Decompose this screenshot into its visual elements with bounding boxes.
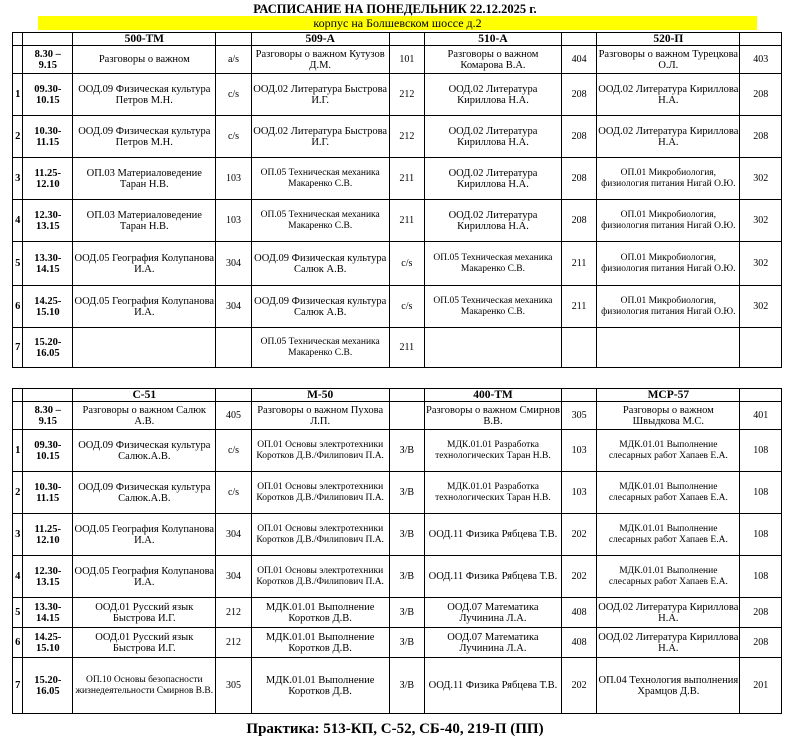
room-cell: 212 bbox=[389, 116, 424, 158]
subject-cell: ООД.11 Физика Рябцева Т.В. bbox=[424, 658, 561, 714]
subject-cell: ООД.01 Русский язык Быстрова И.Г. bbox=[73, 598, 216, 628]
subject-cell: ООД.09 Физическая культура Салюк А.В. bbox=[251, 286, 389, 328]
lesson-number bbox=[13, 402, 23, 430]
subject-cell: ОП.01 Микробиология, физиология питания Нигай О.Ю. bbox=[597, 200, 740, 242]
subject-cell: ООД.02 Литература Кириллова Н.А. bbox=[597, 598, 740, 628]
group-header-room bbox=[740, 33, 782, 46]
room-cell: 305 bbox=[216, 658, 251, 714]
corner-cell bbox=[23, 389, 73, 402]
room-cell: с/s bbox=[216, 472, 251, 514]
subject-cell: Разговоры о важном Швыдкова М.С. bbox=[597, 402, 740, 430]
room-cell: с/s bbox=[216, 116, 251, 158]
subject-cell: ОП.01 Микробиология, физиология питания Нигай О.Ю. bbox=[597, 242, 740, 286]
room-cell: 305 bbox=[561, 402, 596, 430]
subject-cell: ООД.02 Литература Кириллова Н.А. bbox=[597, 628, 740, 658]
room-cell bbox=[216, 328, 251, 368]
table-row bbox=[13, 116, 782, 158]
room-cell: 404 bbox=[561, 46, 596, 74]
table-row bbox=[13, 242, 782, 286]
subject-cell: ООД.09 Физическая культура Петров М.Н. bbox=[73, 74, 216, 116]
subject-cell: ООД.01 Русский язык Быстрова И.Г. bbox=[73, 628, 216, 658]
room-cell: З/В bbox=[389, 628, 424, 658]
lesson-time: 8.30 – 9.15 bbox=[23, 402, 73, 430]
room-cell: З/В bbox=[389, 430, 424, 472]
practice-footer: Практика: 513-КП, С-52, СБ-40, 219-П (ПП) bbox=[246, 721, 544, 737]
lesson-number bbox=[13, 46, 23, 74]
lesson-time: 14.25- 15.10 bbox=[23, 628, 73, 658]
subject-cell: ОП.01 Микробиология, физиология питания Нигай О.Ю. bbox=[597, 286, 740, 328]
group-header: 400-ТМ bbox=[424, 389, 561, 402]
subject-cell: Разговоры о важном Комарова В.А. bbox=[424, 46, 561, 74]
table-row bbox=[13, 658, 782, 714]
subject-cell: ООД.05 География Колупанова И.А. bbox=[73, 514, 216, 556]
lesson-time: 09.30- 10.15 bbox=[23, 430, 73, 472]
subject-cell: ОП.01 Основы электротехники Коротков Д.В./Филипович П.А. bbox=[251, 472, 389, 514]
room-cell: 108 bbox=[740, 472, 782, 514]
group-header-room bbox=[561, 389, 596, 402]
subject-cell: ООД.02 Литература Кириллова Н.А. bbox=[424, 200, 561, 242]
room-cell: 302 bbox=[740, 158, 782, 200]
room-cell: 208 bbox=[740, 116, 782, 158]
room-cell: 211 bbox=[389, 158, 424, 200]
room-cell: 408 bbox=[561, 628, 596, 658]
room-cell: 208 bbox=[561, 74, 596, 116]
table-row bbox=[13, 556, 782, 598]
lesson-time: 12.30- 13.15 bbox=[23, 556, 73, 598]
room-cell: 401 bbox=[740, 402, 782, 430]
subject-cell: ООД.09 Физическая культура Салюк А.В. bbox=[251, 242, 389, 286]
room-cell: 208 bbox=[740, 74, 782, 116]
room-cell: 304 bbox=[216, 286, 251, 328]
subject-cell: ООД.02 Литература Быстрова И.Г. bbox=[251, 116, 389, 158]
lesson-number: 7 bbox=[13, 328, 23, 368]
group-header-room bbox=[561, 33, 596, 46]
schedule-table-2 bbox=[12, 388, 782, 714]
subject-cell: ООД.05 География Колупанова И.А. bbox=[73, 286, 216, 328]
subject-cell: МДК.01.01 Выполнение слесарных работ Хапаев Е.А. bbox=[597, 514, 740, 556]
corner-cell bbox=[13, 389, 23, 402]
group-header: 500-ТМ bbox=[73, 33, 216, 46]
room-cell: 202 bbox=[561, 556, 596, 598]
subject-cell: ООД.02 Литература Кириллова Н.А. bbox=[424, 74, 561, 116]
table-row bbox=[13, 402, 782, 430]
room-cell: 304 bbox=[216, 556, 251, 598]
group-header-room bbox=[740, 389, 782, 402]
lesson-time: 09.30- 10.15 bbox=[23, 74, 73, 116]
lesson-number: 1 bbox=[13, 430, 23, 472]
subject-cell bbox=[424, 328, 561, 368]
room-cell: 103 bbox=[216, 200, 251, 242]
room-cell: 208 bbox=[740, 598, 782, 628]
table-row bbox=[13, 158, 782, 200]
subject-cell bbox=[73, 328, 216, 368]
subject-cell: МДК.01.01 Выполнение Коротков Д.В. bbox=[251, 658, 389, 714]
room-cell bbox=[389, 402, 424, 430]
room-cell: З/В bbox=[389, 556, 424, 598]
lesson-number: 2 bbox=[13, 116, 23, 158]
subject-cell: ООД.11 Физика Рябцева Т.В. bbox=[424, 556, 561, 598]
table-row bbox=[13, 328, 782, 368]
lesson-time: 13.30- 14.15 bbox=[23, 598, 73, 628]
room-cell: 101 bbox=[389, 46, 424, 74]
subject-cell: ООД.11 Физика Рябцева Т.В. bbox=[424, 514, 561, 556]
room-cell: 302 bbox=[740, 242, 782, 286]
lesson-time: 15.20- 16.05 bbox=[23, 328, 73, 368]
room-cell: З/В bbox=[389, 598, 424, 628]
lesson-number: 6 bbox=[13, 286, 23, 328]
lesson-number: 3 bbox=[13, 514, 23, 556]
group-header-room bbox=[389, 33, 424, 46]
group-header: М-50 bbox=[251, 389, 389, 402]
table-row bbox=[13, 200, 782, 242]
corner-cell bbox=[23, 33, 73, 46]
subject-cell: ОП.05 Техническая механика Макаренко С.В. bbox=[251, 328, 389, 368]
subject-cell: ОП.10 Основы безопасности жизнедеятельности Смирнов В.В. bbox=[73, 658, 216, 714]
room-cell: З/В bbox=[389, 658, 424, 714]
table-row bbox=[13, 514, 782, 556]
room-cell: 201 bbox=[740, 658, 782, 714]
subject-cell: ОП.01 Основы электротехники Коротков Д.В./Филипович П.А. bbox=[251, 514, 389, 556]
subject-cell: ООД.02 Литература Быстрова И.Г. bbox=[251, 74, 389, 116]
subject-cell: ОП.01 Основы электротехники Коротков Д.В./Филипович П.А. bbox=[251, 556, 389, 598]
building-subtitle: корпус на Болшевском шоссе д.2 bbox=[38, 16, 757, 30]
subject-cell: ОП.05 Техническая механика Макаренко С.В. bbox=[424, 242, 561, 286]
lesson-number: 4 bbox=[13, 556, 23, 598]
subject-cell: Разговоры о важном bbox=[73, 46, 216, 74]
lesson-number: 5 bbox=[13, 598, 23, 628]
group-header-room bbox=[216, 389, 251, 402]
table-row bbox=[13, 286, 782, 328]
room-cell: 208 bbox=[561, 158, 596, 200]
subject-cell: ОП.01 Микробиология, физиология питания Нигай О.Ю. bbox=[597, 158, 740, 200]
subject-cell: ООД.02 Литература Кириллова Н.А. bbox=[597, 116, 740, 158]
room-cell: 208 bbox=[740, 628, 782, 658]
subject-cell: ООД.07 Математика Лучинина Л.А. bbox=[424, 628, 561, 658]
room-cell: 208 bbox=[561, 116, 596, 158]
subject-cell: МДК.01.01 Выполнение слесарных работ Хапаев Е.А. bbox=[597, 556, 740, 598]
room-cell: с/s bbox=[216, 74, 251, 116]
room-cell: 211 bbox=[561, 286, 596, 328]
room-cell: 212 bbox=[216, 598, 251, 628]
room-cell: 103 bbox=[216, 158, 251, 200]
subject-cell: ООД.09 Физическая культура Петров М.Н. bbox=[73, 116, 216, 158]
subject-cell: ОП.03 Материаловедение Таран Н.В. bbox=[73, 200, 216, 242]
table-row bbox=[13, 598, 782, 628]
group-header: 509-А bbox=[251, 33, 389, 46]
lesson-time: 10.30- 11.15 bbox=[23, 472, 73, 514]
room-cell: с/s bbox=[389, 242, 424, 286]
room-cell: а/s bbox=[216, 46, 251, 74]
room-cell: 211 bbox=[389, 200, 424, 242]
subject-cell: ООД.05 География Колупанова И.А. bbox=[73, 242, 216, 286]
room-cell: З/В bbox=[389, 514, 424, 556]
group-header-row bbox=[13, 33, 782, 46]
room-cell: 304 bbox=[216, 514, 251, 556]
subject-cell: Разговоры о важном Салюк А.В. bbox=[73, 402, 216, 430]
lesson-time: 15.20- 16.05 bbox=[23, 658, 73, 714]
subject-cell: ООД.02 Литература Кириллова Н.А. bbox=[424, 116, 561, 158]
group-header: 510-А bbox=[424, 33, 561, 46]
subject-cell: ОП.01 Основы электротехники Коротков Д.В./Филипович П.А. bbox=[251, 430, 389, 472]
room-cell: 302 bbox=[740, 286, 782, 328]
group-header: С-51 bbox=[73, 389, 216, 402]
subject-cell: ОП.05 Техническая механика Макаренко С.В. bbox=[424, 286, 561, 328]
room-cell: 211 bbox=[389, 328, 424, 368]
subject-cell: Разговоры о важном Турецкова О.Л. bbox=[597, 46, 740, 74]
table-row bbox=[13, 472, 782, 514]
subject-cell: ОП.05 Техническая механика Макаренко С.В. bbox=[251, 200, 389, 242]
lesson-time: 10.30- 11.15 bbox=[23, 116, 73, 158]
room-cell bbox=[561, 328, 596, 368]
subject-cell: Разговоры о важном Пухова Л.П. bbox=[251, 402, 389, 430]
subject-cell: ОП.04 Технология выполнения Храмцов Д.В. bbox=[597, 658, 740, 714]
room-cell: 302 bbox=[740, 200, 782, 242]
page-title: РАСПИСАНИЕ НА ПОНЕДЕЛЬНИК 22.12.2025 г. bbox=[253, 2, 537, 16]
subject-cell: ООД.02 Литература Кириллова Н.А. bbox=[424, 158, 561, 200]
subject-cell: ОП.05 Техническая механика Макаренко С.В. bbox=[251, 158, 389, 200]
table-row bbox=[13, 628, 782, 658]
room-cell: 208 bbox=[561, 200, 596, 242]
lesson-time: 14.25- 15.10 bbox=[23, 286, 73, 328]
subject-cell: МДК.01.01 Разработка технологических Таран Н.В. bbox=[424, 430, 561, 472]
subject-cell: МДК.01.01 Выполнение Коротков Д.В. bbox=[251, 628, 389, 658]
lesson-number: 5 bbox=[13, 242, 23, 286]
subject-cell: ООД.07 Математика Лучинина Л.А. bbox=[424, 598, 561, 628]
subject-cell: ООД.09 Физическая культура Салюк.А.В. bbox=[73, 430, 216, 472]
table-row bbox=[13, 430, 782, 472]
lesson-number: 1 bbox=[13, 74, 23, 116]
subject-cell: МДК.01.01 Разработка технологических Таран Н.В. bbox=[424, 472, 561, 514]
subject-cell: Разговоры о важном Кутузов Д.М. bbox=[251, 46, 389, 74]
subject-cell: ООД.09 Физическая культура Салюк.А.В. bbox=[73, 472, 216, 514]
lesson-number: 6 bbox=[13, 628, 23, 658]
room-cell: 405 bbox=[216, 402, 251, 430]
lesson-time: 13.30- 14.15 bbox=[23, 242, 73, 286]
group-header: 520-П bbox=[597, 33, 740, 46]
room-cell: З/В bbox=[389, 472, 424, 514]
room-cell: 403 bbox=[740, 46, 782, 74]
lesson-number: 3 bbox=[13, 158, 23, 200]
room-cell: 408 bbox=[561, 598, 596, 628]
room-cell: 212 bbox=[216, 628, 251, 658]
room-cell: 108 bbox=[740, 514, 782, 556]
subject-cell: МДК.01.01 Выполнение слесарных работ Хапаев Е.А. bbox=[597, 472, 740, 514]
subject-cell: МДК.01.01 Выполнение Коротков Д.В. bbox=[251, 598, 389, 628]
lesson-number: 4 bbox=[13, 200, 23, 242]
room-cell bbox=[740, 328, 782, 368]
group-header-room bbox=[389, 389, 424, 402]
schedule-table-1 bbox=[12, 32, 782, 368]
room-cell: с/s bbox=[216, 430, 251, 472]
lesson-time: 11.25- 12.10 bbox=[23, 158, 73, 200]
lesson-time: 11.25- 12.10 bbox=[23, 514, 73, 556]
room-cell: 212 bbox=[389, 74, 424, 116]
room-cell: 103 bbox=[561, 430, 596, 472]
table-row bbox=[13, 74, 782, 116]
room-cell: 304 bbox=[216, 242, 251, 286]
lesson-time: 8.30 – 9.15 bbox=[23, 46, 73, 74]
room-cell: 103 bbox=[561, 472, 596, 514]
group-header-room bbox=[216, 33, 251, 46]
lesson-number: 2 bbox=[13, 472, 23, 514]
subject-cell: МДК.01.01 Выполнение слесарных работ Хапаев Е.А. bbox=[597, 430, 740, 472]
room-cell: 202 bbox=[561, 658, 596, 714]
subject-cell: ООД.05 География Колупанова И.А. bbox=[73, 556, 216, 598]
room-cell: 108 bbox=[740, 430, 782, 472]
room-cell: 211 bbox=[561, 242, 596, 286]
lesson-number: 7 bbox=[13, 658, 23, 714]
room-cell: 202 bbox=[561, 514, 596, 556]
subject-cell: ОП.03 Материаловедение Таран Н.В. bbox=[73, 158, 216, 200]
corner-cell bbox=[13, 33, 23, 46]
group-header-row bbox=[13, 389, 782, 402]
room-cell: с/s bbox=[389, 286, 424, 328]
lesson-time: 12.30- 13.15 bbox=[23, 200, 73, 242]
group-header: МСР-57 bbox=[597, 389, 740, 402]
subject-cell: Разговоры о важном Смирнов В.В. bbox=[424, 402, 561, 430]
subject-cell bbox=[597, 328, 740, 368]
room-cell: 108 bbox=[740, 556, 782, 598]
table-row bbox=[13, 46, 782, 74]
subject-cell: ООД.02 Литература Кириллова Н.А. bbox=[597, 74, 740, 116]
